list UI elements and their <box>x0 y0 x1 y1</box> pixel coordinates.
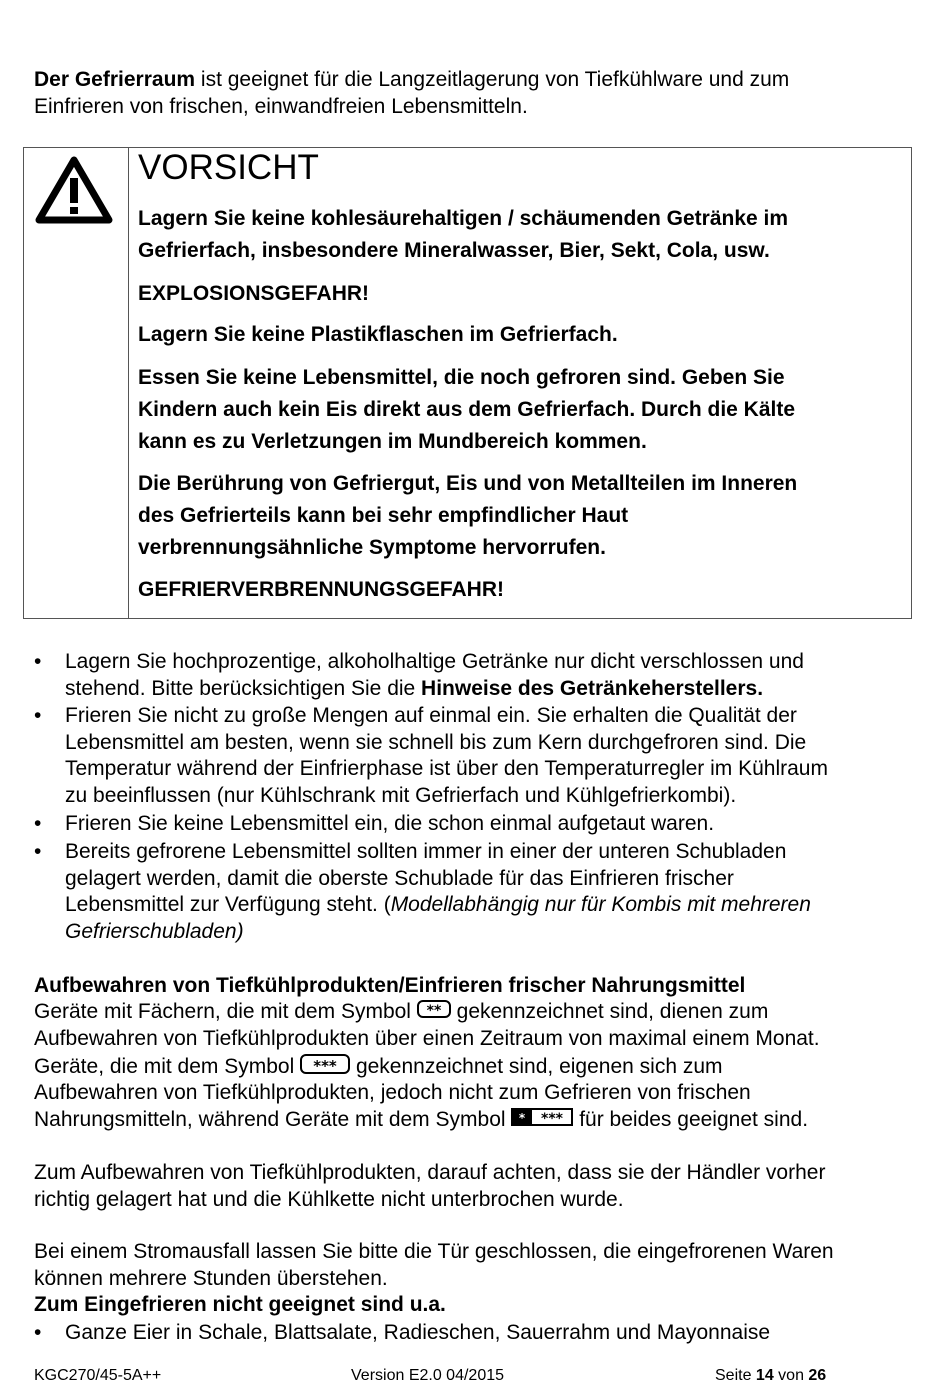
list-item <box>34 839 924 945</box>
bullet-italic: Gefrierschubladen) <box>65 919 244 943</box>
paragraph <box>34 1160 924 1213</box>
section-line: Aufbewahren von Tiefkühlprodukten, jedoch nicht zum Gefrieren von frischen <box>34 1081 751 1104</box>
warning-line: GEFRIERVERBRENNUNGSGEFAHR! <box>138 578 504 601</box>
bullet-dot: • <box>34 840 42 863</box>
section-text: gekennzeichnet sind, eigenen sich zum <box>350 1055 723 1078</box>
three-star-freezer-icon <box>300 1054 350 1074</box>
section-text: für beides geeignet sind. <box>573 1108 809 1131</box>
two-star-freezer-icon <box>417 1000 451 1018</box>
footer-page-prefix: Seite <box>715 1367 756 1384</box>
bullet-text: gelagert werden, damit die oberste Schublade für das Einfrieren frischer <box>65 866 734 890</box>
subheading: Zum Eingefrieren nicht geeignet sind u.a. <box>34 1293 446 1316</box>
paragraph-text: Bei einem Stromausfall lassen Sie bitte die Tür geschlossen, die eingefrorenen Waren <box>34 1240 834 1263</box>
bullet-dot: • <box>34 1321 42 1344</box>
bullet-text: Bereits gefrorene Lebensmittel sollten immer in einer der unteren Schubladen <box>65 840 787 863</box>
warning-line: Essen Sie keine Lebensmittel, die noch gefroren sind. Geben Sie <box>138 366 785 389</box>
bullet-dot: • <box>34 704 42 727</box>
warning-title: VORSICHT <box>138 148 319 187</box>
bullet-text: Lagern Sie hochprozentige, alkoholhaltige Getränke nur dicht verschlossen und <box>65 650 804 673</box>
warning-line: EXPLOSIONSGEFAHR! <box>138 282 370 305</box>
section-text: Geräte mit Fächern, die mit dem Symbol <box>34 1000 417 1023</box>
four-star-freezer-icon <box>511 1108 573 1126</box>
list-item <box>34 649 924 702</box>
section-text: Geräte, die mit dem Symbol <box>34 1055 301 1078</box>
section-heading: Aufbewahren von Tiefkühlprodukten/Einfrieren frischer Nahrungsmittel <box>34 974 746 997</box>
intro-bold: Der Gefrierraum <box>34 68 196 91</box>
footer-model: KGC270/45-5A++ <box>34 1367 162 1384</box>
section-line <box>34 999 924 1026</box>
section-line <box>34 1054 924 1081</box>
intro-paragraph <box>34 67 924 120</box>
list-item <box>34 811 924 838</box>
footer-page <box>715 1366 826 1386</box>
bullet-text: stehend. Bitte berücksichtigen Sie die <box>65 676 422 700</box>
bullet-italic: Modellabhängig nur für Kombis mit mehreren <box>390 893 811 916</box>
paragraph-text: Zum Aufbewahren von Tiefkühlprodukten, darauf achten, dass sie der Händler vorher <box>34 1161 826 1184</box>
warning-triangle-icon <box>34 154 114 226</box>
warning-line: kann es zu Verletzungen im Mundbereich kommen. <box>138 430 647 453</box>
warning-divider <box>128 148 129 618</box>
section-line <box>34 1107 924 1134</box>
paragraph-text: können mehrere Stunden überstehen. <box>34 1266 388 1290</box>
intro-line2: Einfrieren von frischen, einwandfreien Lebensmitteln. <box>34 94 528 118</box>
bullet-text: zu beeinflussen (nur Kühlschrank mit Gefrierfach und Kühlgefrierkombi). <box>65 783 737 807</box>
warning-line: Die Berührung von Gefriergut, Eis und von Metallteilen im Inneren <box>138 472 798 495</box>
paragraph <box>34 1239 924 1292</box>
bullet-text: Lebensmittel zur Verfügung steht. ( <box>65 893 391 916</box>
footer-page-number: 14 <box>755 1367 774 1384</box>
bullet-text: Frieren Sie nicht zu große Mengen auf einmal ein. Sie erhalten die Qualität der <box>65 704 797 727</box>
bullet-text: Temperatur während der Einfrierphase ist über den Temperaturregler im Kühlraum <box>65 757 828 780</box>
intro-rest: ist geeignet für die Langzeitlagerung von Tiefkühlware und zum <box>195 68 790 91</box>
svg-text:***: *** <box>541 1111 564 1127</box>
section-line: Aufbewahren von Tiefkühlprodukten über einen Zeitraum von maximal einem Monat. <box>34 1027 820 1050</box>
bullet-text: Ganze Eier in Schale, Blattsalate, Radieschen, Sauerrahm und Mayonnaise <box>65 1321 771 1344</box>
bullet-dot: • <box>34 650 42 673</box>
warning-line: verbrennungsähnliche Symptome hervorrufen. <box>138 536 606 559</box>
warning-line: Kindern auch kein Eis direkt aus dem Gefrierfach. Durch die Kälte <box>138 398 796 421</box>
bullet-dot: • <box>34 812 42 835</box>
section-text: Nahrungsmitteln, während Geräte mit dem Symbol <box>34 1108 512 1131</box>
warning-line: des Gefrierteils kann bei sehr empfindlicher Haut <box>138 504 629 527</box>
bullet-bold: Hinweise des Getränkeherstellers. <box>421 676 764 700</box>
svg-text:*: * <box>519 1111 526 1126</box>
footer-version: Version E2.0 04/2015 <box>351 1367 505 1384</box>
warning-box <box>23 147 912 619</box>
list-item <box>34 703 924 809</box>
section-text: gekennzeichnet sind, dienen zum <box>450 1000 769 1023</box>
paragraph-text: richtig gelagert hat und die Kühlkette nicht unterbrochen wurde. <box>34 1187 624 1211</box>
warning-line: Lagern Sie keine kohlesäurehaltigen / schäumenden Getränke im <box>138 207 789 230</box>
bullet-text: Frieren Sie keine Lebensmittel ein, die schon einmal aufgetaut waren. <box>65 812 715 835</box>
footer-page-total: 26 <box>808 1367 827 1384</box>
svg-text:**: ** <box>426 1003 442 1019</box>
list-item <box>34 1320 924 1347</box>
bullet-text: Lebensmittel am besten, wenn sie schnell bis zum Kern durchgefroren sind. Die <box>65 730 807 754</box>
footer-page-mid: von <box>773 1367 809 1384</box>
warning-line: Lagern Sie keine Plastikflaschen im Gefrierfach. <box>138 323 618 346</box>
svg-text:***: *** <box>313 1057 337 1075</box>
warning-line: Gefrierfach, insbesondere Mineralwasser, Bier, Sekt, Cola, usw. <box>138 239 770 262</box>
